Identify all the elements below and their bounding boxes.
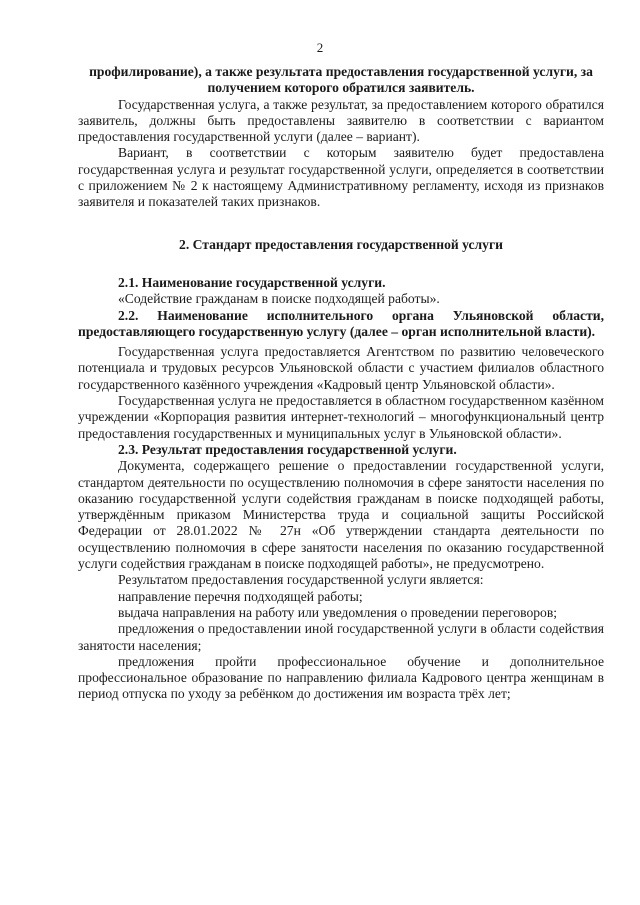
list-item: направление перечня подходящей работы; bbox=[118, 588, 363, 604]
section-heading: 2. Стандарт предоставления государственной услуги bbox=[179, 236, 503, 252]
list-item: предложения о предоставлении иной государственной услуги в области содействия занятости населения; bbox=[78, 621, 604, 653]
paragraph: Вариант, в соответствии с которым заявителю будет предоставлена государственная услуга и результат государственной услуги, определяется в соответствии с приложением № 2 к настоящему Административному регламенту, исходя из признаков заявителя и показателей таких признаков. bbox=[78, 145, 604, 210]
list-item: выдача направления на работу или уведомления о проведении переговоров; bbox=[118, 604, 558, 620]
paragraph: Документа, содержащего решение о предоставлении государственной услуги, стандартом деятельности по осуществлению полномочия в сфере занятости населения по оказанию государственной услуги содействия гражданам в поиске подходящей работы, утверждённым приказом Министерства труда и социальной защиты Российской Федерации от 28.01.2022 № 27н «Об утверждении стандарта деятельности по осуществлению полномочия в сфере занятости населения по оказанию государственной услуги содействия гражданам в поиске подходящей работы», не предусмотрено. bbox=[78, 458, 604, 572]
paragraph: Результатом предоставления государственной услуги является: bbox=[118, 572, 484, 588]
page-number: 2 bbox=[316, 40, 324, 55]
paragraph: Государственная услуга, а также результат, за предоставлением которого обратился заявитель, должны быть предоставлены заявителю в соответствии с вариантом предоставления государственной услуги (далее – вариант). bbox=[78, 96, 604, 145]
document-body bbox=[78, 64, 604, 703]
list-item: предложения пройти профессиональное обучение и дополнительное профессиональное образование по направлению филиала Кадрового центра женщинам в период отпуска по уходу за ребёнком до достижения им возраста трёх лет; bbox=[78, 653, 604, 702]
paragraph: Государственная услуга не предоставляется в областном государственном казённом учреждении «Корпорация развития интернет-технологий – многофункциональный центр предоставления государственных и муниципальных услуг в Ульяновской области». bbox=[78, 393, 604, 441]
subsection-heading: 2.2. Наименование исполнительного органа Ульяновской области, предоставляющего государственную услугу (далее – орган исполнительной власти). bbox=[78, 307, 604, 339]
subsection-heading: 2.1. Наименование государственной услуги. bbox=[118, 274, 386, 290]
paragraph: Государственная услуга предоставляется Агентством по развитию человеческого потенциала и трудовых ресурсов Ульяновской области с участием филиалов областного государственного казённого учреждения «Кадровый центр Ульяновской области». bbox=[78, 344, 604, 392]
section-continuation-heading: профилирование), а также результата предоставления государственной услуги, за получением которого обратился заявитель. bbox=[89, 64, 593, 96]
paragraph: «Содействие гражданам в поиске подходящей работы». bbox=[118, 291, 440, 307]
subsection-heading: 2.3. Результат предоставления государственной услуги. bbox=[118, 441, 457, 457]
